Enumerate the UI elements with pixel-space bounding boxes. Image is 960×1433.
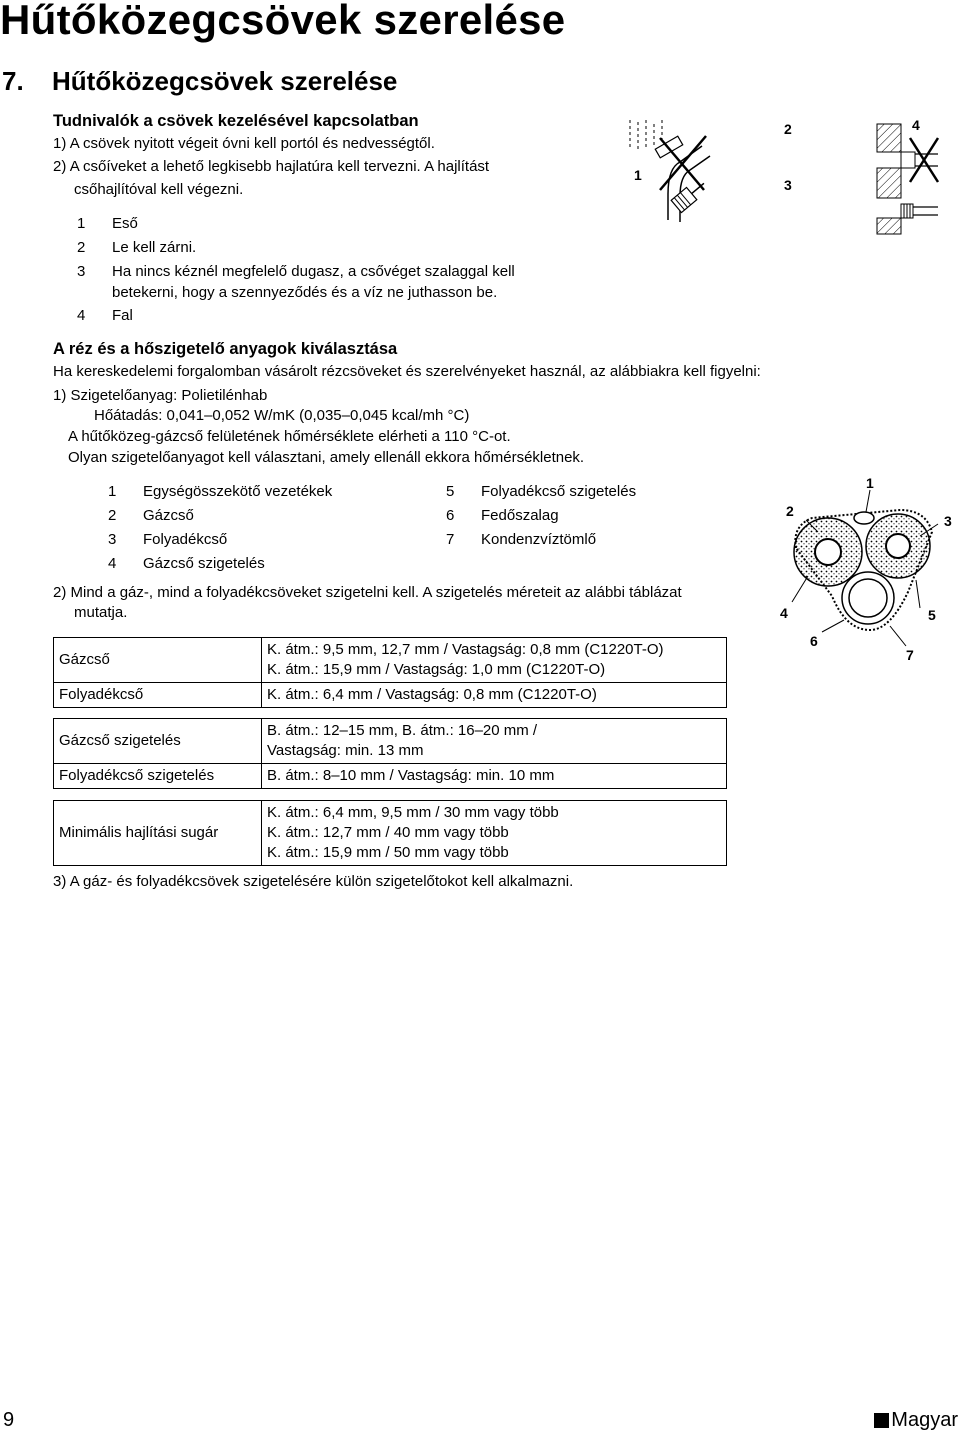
table-cell-label: Folyadékcső bbox=[54, 683, 262, 708]
rain-icon bbox=[630, 120, 662, 152]
liquid-pipe bbox=[886, 534, 910, 558]
fig2-label-4: 4 bbox=[780, 605, 788, 621]
table-cell-value bbox=[262, 801, 727, 866]
materials-item-3 bbox=[53, 872, 573, 892]
table-cell-label: Gázcső bbox=[54, 638, 262, 683]
handling-item-2-cont: csőhajlítóval kell végezni. bbox=[74, 181, 244, 198]
pipe-spec-table bbox=[53, 637, 727, 708]
legend-item bbox=[108, 482, 332, 502]
handling-item-1 bbox=[53, 134, 435, 154]
fig2-label-6: 6 bbox=[810, 633, 818, 649]
item-number: 1) bbox=[53, 135, 67, 152]
legend-item bbox=[446, 506, 559, 526]
legend-number: 5 bbox=[446, 483, 455, 500]
section-heading bbox=[2, 66, 397, 97]
value-line: B. átm.: 8–10 mm / Vastagság: min. 10 mm bbox=[267, 767, 555, 784]
page-title: Hűtőközegcsövek szerelése bbox=[0, 0, 566, 43]
legend-item bbox=[77, 214, 138, 234]
materials-item-2-cont: mutatja. bbox=[74, 604, 128, 621]
value-line: K. átm.: 15,9 mm / Vastagság: 1,0 mm (C1220T-O) bbox=[267, 661, 606, 678]
item-number: 2) bbox=[53, 158, 67, 175]
legend-item bbox=[446, 530, 596, 550]
legend-text: Kondenzvíztömlő bbox=[481, 531, 597, 548]
pipe-end-protection-figure bbox=[620, 108, 940, 240]
materials-heading: A réz és a hőszigetelő anyagok kiválasztása bbox=[53, 340, 398, 358]
legend-text: Gázcső szigetelés bbox=[143, 555, 265, 572]
legend-number: 4 bbox=[77, 307, 86, 324]
handling-item-2 bbox=[53, 157, 489, 177]
value-line: B. átm.: 12–15 mm, B. átm.: 16–20 mm / bbox=[267, 722, 538, 739]
legend-item bbox=[77, 306, 133, 326]
footer-language bbox=[874, 1409, 958, 1432]
legend-number: 3 bbox=[108, 531, 117, 548]
insulation-spec-table bbox=[53, 718, 727, 789]
table-row bbox=[54, 683, 727, 708]
fig2-label-2: 2 bbox=[786, 503, 794, 519]
legend-text: Gázcső bbox=[143, 507, 194, 524]
value-line: K. átm.: 15,9 mm / 50 mm vagy több bbox=[267, 844, 509, 861]
page-number: 9 bbox=[3, 1409, 15, 1431]
language-label: Magyar bbox=[891, 1409, 958, 1431]
legend-item bbox=[446, 482, 636, 502]
materials-item-2 bbox=[53, 583, 682, 603]
pipe-cap-icon bbox=[671, 177, 709, 212]
section-number: 7. bbox=[2, 66, 24, 96]
materials-item-1-line2: Hőátadás: 0,041–0,052 W/mK (0,035–0,045 kcal/mh °C) bbox=[94, 407, 470, 424]
fig1-label-2: 2 bbox=[784, 121, 792, 137]
fig2-label-3: 3 bbox=[944, 513, 952, 529]
fig1-label-1: 1 bbox=[634, 167, 642, 183]
value-line: Vastagság: min. 13 mm bbox=[267, 742, 424, 759]
item-text: A csőíveket a lehető legkisebb hajlatúra kell tervezni. A hajlítást bbox=[69, 158, 490, 175]
legend-text: Fedőszalag bbox=[481, 507, 559, 524]
legend-number: 1 bbox=[77, 215, 86, 232]
legend-number: 3 bbox=[77, 263, 86, 280]
table-cell-label: Minimális hajlítási sugár bbox=[54, 801, 262, 866]
legend-number: 7 bbox=[446, 531, 455, 548]
connection-wiring bbox=[854, 512, 874, 524]
legend-item bbox=[77, 262, 515, 282]
square-bullet-icon bbox=[874, 1413, 889, 1428]
table-row bbox=[54, 638, 727, 683]
taped-pipe-end-icon bbox=[901, 204, 938, 218]
bending-radius-table bbox=[53, 800, 727, 866]
fig1-label-4: 4 bbox=[912, 117, 920, 133]
pipe-bundle-cross-section-figure bbox=[770, 470, 960, 670]
table-cell-value bbox=[262, 638, 727, 683]
table-row bbox=[54, 801, 727, 866]
item-text: A csövek nyitott végeit óvni kell portól és nedvességtől. bbox=[69, 135, 435, 152]
table-cell-value bbox=[262, 719, 727, 764]
legend-item bbox=[108, 554, 265, 574]
materials-intro: Ha kereskedelemi forgalomban vásárolt rézcsöveket és szerelvényeket használ, az alábbiakra kell figyelni: bbox=[53, 363, 761, 380]
fig2-label-1: 1 bbox=[866, 475, 874, 491]
table-cell-label: Folyadékcső szigetelés bbox=[54, 764, 262, 789]
legend-text: Fal bbox=[112, 307, 133, 324]
materials-item-1 bbox=[53, 386, 267, 406]
legend-text: Folyadékcső bbox=[143, 531, 228, 548]
handling-heading: Tudnivalók a csövek kezelésével kapcsolatban bbox=[53, 112, 419, 130]
item-number: 2) bbox=[53, 584, 67, 601]
legend-item bbox=[77, 238, 196, 258]
wall-icon bbox=[877, 124, 901, 234]
legend-number: 6 bbox=[446, 507, 455, 524]
legend-text: Folyadékcső szigetelés bbox=[481, 483, 637, 500]
value-line: K. átm.: 12,7 mm / 40 mm vagy több bbox=[267, 824, 509, 841]
legend-number: 1 bbox=[108, 483, 117, 500]
table-row bbox=[54, 719, 727, 764]
legend-number: 4 bbox=[108, 555, 117, 572]
legend-number: 2 bbox=[108, 507, 117, 524]
materials-item-1-line3: A hűtőközeg-gázcső felületének hőmérséklete elérheti a 110 °C-ot. bbox=[68, 428, 511, 445]
value-line: K. átm.: 6,4 mm, 9,5 mm / 30 mm vagy több bbox=[267, 804, 559, 821]
fig1-label-3: 3 bbox=[784, 177, 792, 193]
legend-text: Egységösszekötő vezetékek bbox=[143, 483, 333, 500]
item-number: 1) bbox=[53, 387, 67, 404]
legend-text: Ha nincs kéznél megfelelő dugasz, a csővéget szalaggal kell bbox=[112, 263, 515, 280]
table-row bbox=[54, 764, 727, 789]
legend-text: Eső bbox=[112, 215, 138, 232]
materials-item-1-line4: Olyan szigetelőanyagot kell választani, amely ellenáll ekkora hőmérsékletnek. bbox=[68, 449, 585, 466]
fig2-label-7: 7 bbox=[906, 647, 914, 663]
item-number: 3) bbox=[53, 873, 67, 890]
gas-pipe bbox=[815, 539, 841, 565]
section-title: Hűtőközegcsövek szerelése bbox=[52, 66, 398, 96]
table-cell-value bbox=[262, 764, 727, 789]
legend-item bbox=[108, 530, 227, 550]
table-cell-value bbox=[262, 683, 727, 708]
legend-item-cont: betekerni, hogy a szennyeződés és a víz ne juthasson be. bbox=[112, 284, 498, 301]
legend-number: 2 bbox=[77, 239, 86, 256]
table-cell-label: Gázcső szigetelés bbox=[54, 719, 262, 764]
value-line: K. átm.: 9,5 mm, 12,7 mm / Vastagság: 0,8 mm (C1220T-O) bbox=[267, 641, 664, 658]
legend-item bbox=[108, 506, 194, 526]
legend-text: Le kell zárni. bbox=[112, 239, 197, 256]
fig2-label-5: 5 bbox=[928, 607, 936, 623]
value-line: K. átm.: 6,4 mm / Vastagság: 0,8 mm (C1220T-O) bbox=[267, 686, 597, 703]
item-text: A gáz- és folyadékcsövek szigetelésére külön szigetelőtokot kell alkalmazni. bbox=[69, 873, 574, 890]
item-text: Szigetelőanyag: Polietilénhab bbox=[70, 387, 268, 404]
item-text: Mind a gáz-, mind a folyadékcsöveket szigetelni kell. A szigetelés méreteit az alábbi táblázat bbox=[70, 584, 682, 601]
